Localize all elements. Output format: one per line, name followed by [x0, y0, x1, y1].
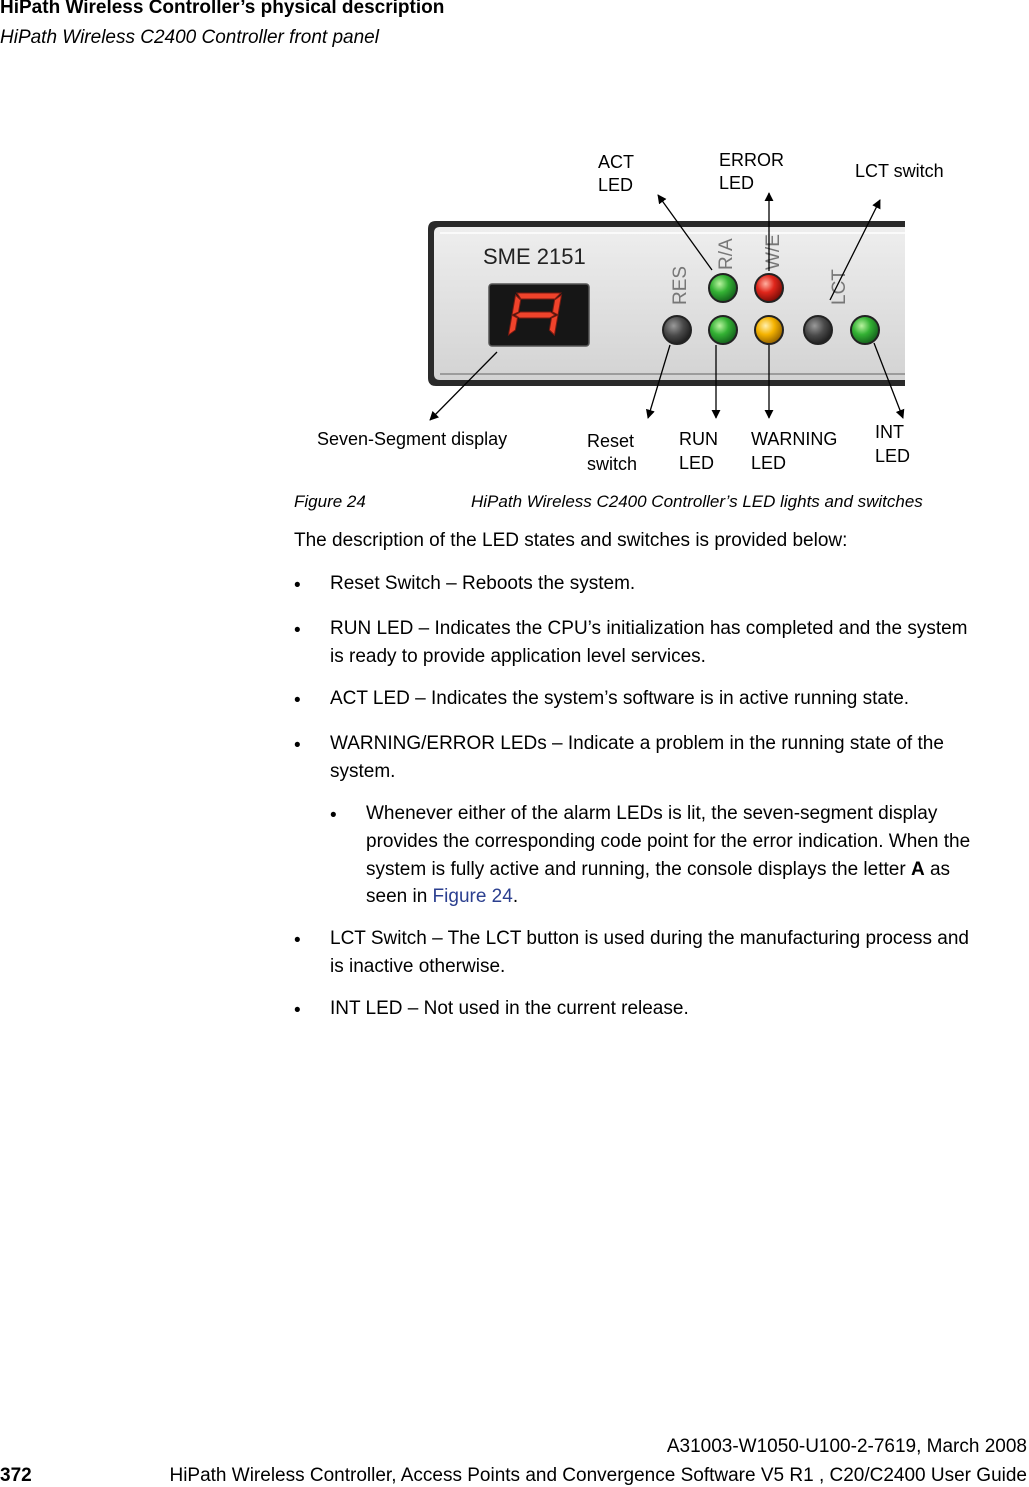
- bullet-act-led: ACT LED – Indicates the system’s software is in active running state.: [330, 688, 910, 709]
- panel-label-lct: LCT: [829, 269, 850, 305]
- figure-24-link[interactable]: Figure 24: [432, 886, 513, 907]
- bullet-marker: •: [294, 690, 301, 711]
- sub-bullet-line4: [366, 883, 518, 911]
- sub-bullet-line4-end: .: [512, 886, 519, 907]
- callout-warning-line2: LED: [751, 453, 787, 473]
- act-led: [709, 274, 737, 302]
- panel-label-we: W/E: [763, 234, 784, 270]
- sub-bullet-line2: provides the corresponding code point for the error indication. When the: [366, 831, 971, 852]
- bullet-warning-error-line2: system.: [330, 761, 396, 782]
- footer-doc-id: A31003-W1050-U100-2-7619, March 2008: [666, 1436, 1027, 1457]
- front-panel-figure: [0, 0, 1029, 490]
- seven-segment-display: [489, 284, 589, 346]
- callout-int-line1: INT: [875, 422, 904, 442]
- panel-model-label: SME 2151: [483, 244, 586, 269]
- bullet-marker: •: [294, 735, 301, 756]
- reset-switch[interactable]: [663, 316, 691, 344]
- page-header-title: HiPath Wireless Controller’s physical description: [0, 0, 445, 18]
- callout-lct-switch: LCT switch: [855, 161, 944, 181]
- sub-bullet-line1: Whenever either of the alarm LEDs is lit, the seven-segment display: [366, 803, 938, 824]
- sub-bullet-marker: •: [330, 805, 337, 826]
- run-led: [709, 316, 737, 344]
- bullet-warning-error-line1: WARNING/ERROR LEDs – Indicate a problem in the running state of the: [330, 733, 944, 754]
- int-led: [851, 316, 879, 344]
- callout-act-line1: ACT: [598, 152, 634, 172]
- sub-bullet-line4-text: seen in: [366, 886, 433, 907]
- sub-bullet-letter-a: A: [910, 859, 925, 880]
- callout-int-line2: LED: [875, 446, 911, 466]
- callout-error-line1: ERROR: [719, 150, 785, 170]
- lct-switch[interactable]: [804, 316, 832, 344]
- sub-bullet-line3: [366, 856, 950, 884]
- callout-run-line1: RUN: [679, 429, 718, 449]
- error-led: [755, 274, 783, 302]
- callout-error-line2: LED: [719, 173, 755, 193]
- callout-reset-line2: switch: [587, 454, 638, 474]
- panel-label-ra: R/A: [716, 238, 737, 270]
- callout-warning-line1: WARNING: [751, 429, 838, 449]
- panel-label-res: RES: [670, 265, 691, 305]
- sub-bullet-line3-end: as: [924, 859, 951, 880]
- bullet-int-led: INT LED – Not used in the current release.: [330, 998, 689, 1019]
- figure-caption-text: HiPath Wireless C2400 Controller’s LED lights and switches: [471, 492, 923, 511]
- callout-reset-line1: Reset: [587, 431, 635, 451]
- bullet-lct-switch-line2: is inactive otherwise.: [330, 956, 506, 977]
- footer-page-number: 372: [0, 1465, 32, 1486]
- footer-doc-title: HiPath Wireless Controller, Access Points and Convergence Software V5 R1 , C20/C2400 User Guide: [169, 1465, 1027, 1486]
- callout-act-line2: LED: [598, 175, 634, 195]
- bullet-marker: •: [294, 930, 301, 951]
- page-header-subtitle: HiPath Wireless C2400 Controller front panel: [0, 27, 379, 48]
- warning-led: [755, 316, 783, 344]
- bullet-run-led-line1: RUN LED – Indicates the CPU’s initialization has completed and the system: [330, 618, 968, 639]
- sub-bullet-line3-text: system is fully active and running, the console displays the letter: [366, 859, 911, 880]
- callout-run-line2: LED: [679, 453, 715, 473]
- bullet-marker: •: [294, 1000, 301, 1021]
- bullet-run-led-line2: is ready to provide application level services.: [330, 646, 706, 667]
- figure-caption-number: Figure 24: [294, 492, 366, 511]
- bullet-reset-switch: Reset Switch – Reboots the system.: [330, 573, 636, 594]
- intro-paragraph: The description of the LED states and switches is provided below:: [294, 530, 848, 551]
- bullet-marker: •: [294, 620, 301, 641]
- callout-seven-segment: Seven-Segment display: [317, 429, 508, 449]
- bullet-marker: •: [294, 575, 301, 596]
- bullet-lct-switch-line1: LCT Switch – The LCT button is used during the manufacturing process and: [330, 928, 969, 949]
